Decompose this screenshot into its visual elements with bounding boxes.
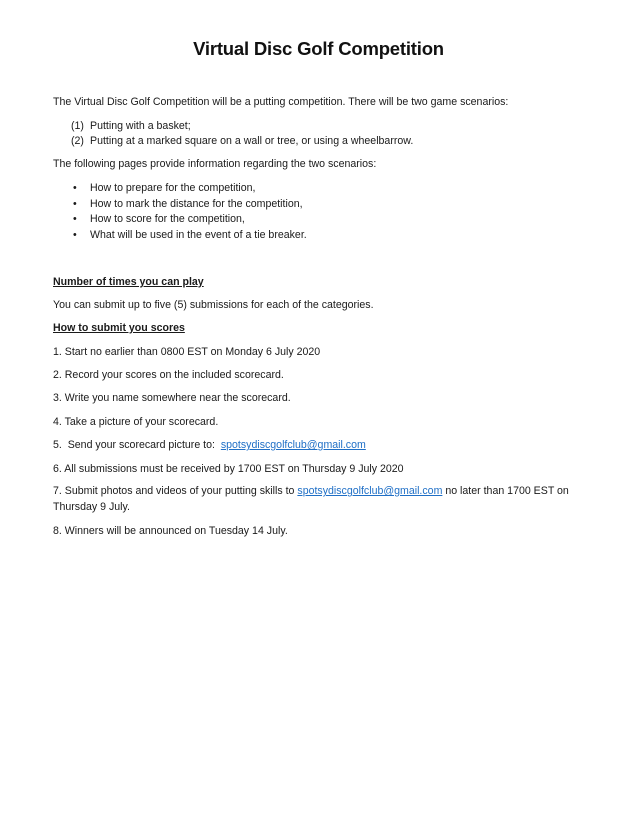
submit-step-8: 8. Winners will be announced on Tuesday 14 July. [53,525,288,537]
scenario-text: Putting with a basket; [90,120,191,132]
scenario-number: (1) [71,120,84,132]
submit-step-1: 1. Start no earlier than 0800 EST on Monday 6 July 2020 [53,346,321,358]
email-link[interactable]: spotsydiscgolfclub@gmail.com [220,439,366,451]
document-title: Virtual Disc Golf Competition [193,38,444,59]
bullet-icon: • [73,229,77,241]
step-7-text-after: no later than 1700 EST on Thursday 9 July. [53,485,569,513]
bullet-item: How to score for the competition, [90,213,245,225]
submit-step-2: 2. Record your scores on the included scorecard. [53,369,284,381]
scenario-text: Putting at a marked square on a wall or tree, or using a wheelbarrow. [90,135,414,147]
submit-step-6: 6. All submissions must be received by 1700 EST on Thursday 9 July 2020 [53,463,404,475]
scenario-item [71,134,413,148]
submit-step-4: 4. Take a picture of your scorecard. [53,416,219,428]
scenario-item [71,119,191,133]
scenario-number: (2) [71,135,84,147]
step-5-text: 5. Send your scorecard picture to: [53,439,221,451]
submit-step-5 [53,438,366,452]
submit-step-3: 3. Write you name somewhere near the scorecard. [53,392,291,404]
submit-step-7 [53,484,583,515]
email-link[interactable]: spotsydiscgolfclub@gmail.com [297,485,443,497]
step-7-text-before: 7. Submit photos and videos of your putting skills to [53,485,298,497]
section-heading-submit: How to submit you scores [53,322,185,334]
section-heading-times: Number of times you can play [53,276,204,288]
pages-intro-paragraph: The following pages provide information regarding the two scenarios: [53,158,377,170]
bullet-item: How to mark the distance for the competition, [90,198,303,210]
times-paragraph: You can submit up to five (5) submissions for each of the categories. [53,299,374,311]
bullet-icon: • [73,213,77,225]
bullet-icon: • [73,182,77,194]
intro-paragraph: The Virtual Disc Golf Competition will be a putting competition. There will be two game scenarios: [53,96,509,108]
bullet-item: What will be used in the event of a tie breaker. [90,229,307,241]
bullet-icon: • [73,198,77,210]
bullet-item: How to prepare for the competition, [90,182,256,194]
